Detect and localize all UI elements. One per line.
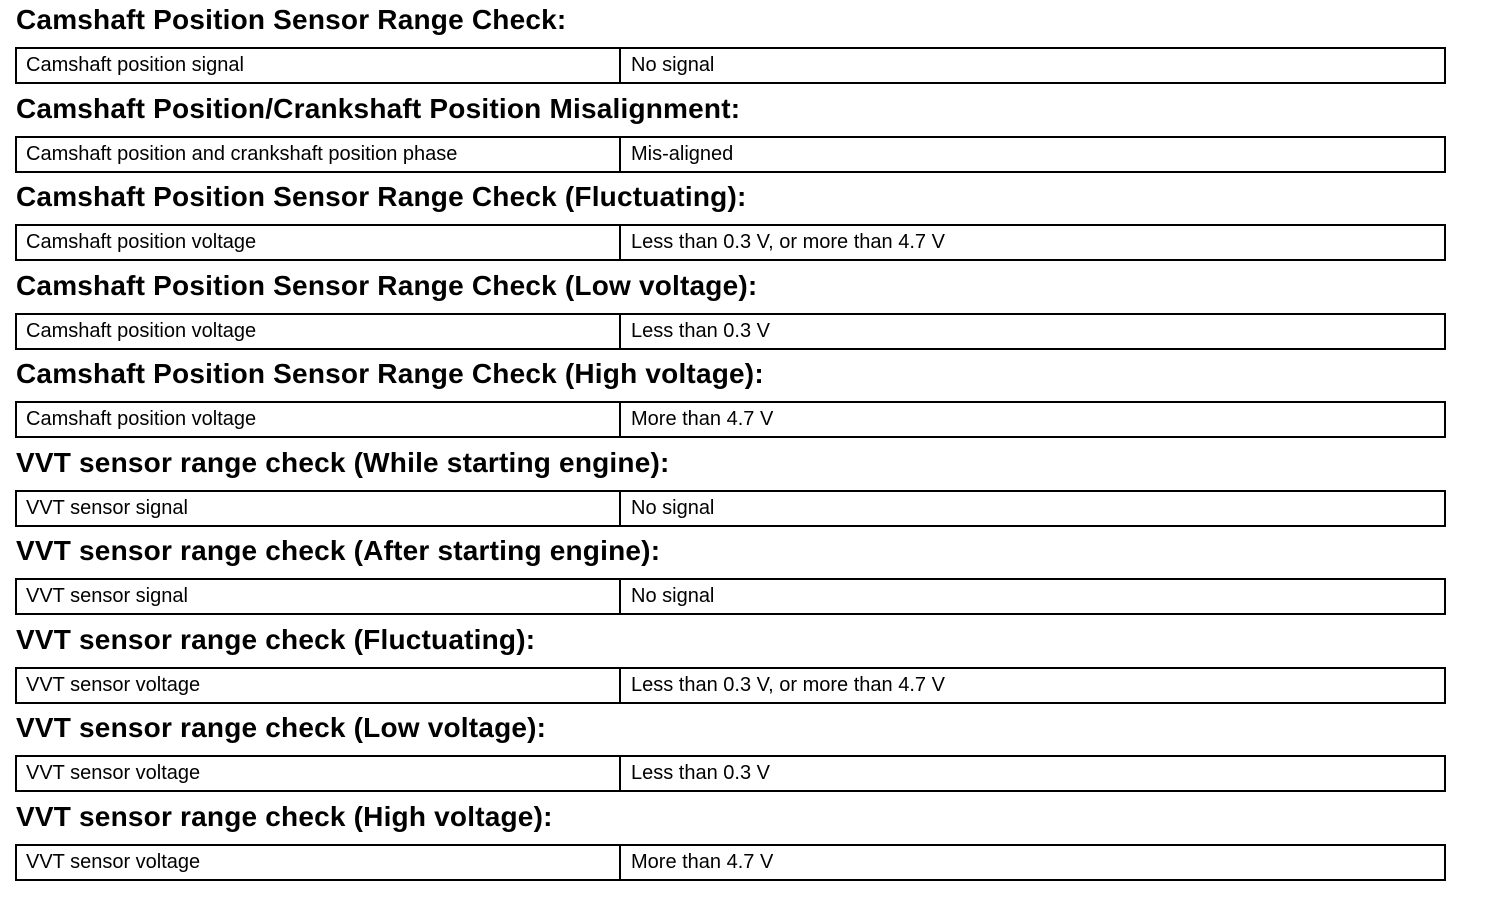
row-label: Camshaft position signal (17, 49, 621, 82)
table-row (15, 578, 1446, 615)
table-row (15, 47, 1446, 84)
row-value: Less than 0.3 V (631, 762, 770, 784)
section-heading: Camshaft Position/Crankshaft Position Misalignment: (16, 92, 741, 124)
section-camshaft-low-voltage (0, 266, 1504, 355)
row-value: Mis-aligned (631, 142, 734, 165)
section-cam-crank-misalignment (0, 89, 1504, 178)
section-heading: VVT sensor range check (Low voltage): (16, 712, 547, 743)
table-row (15, 136, 1446, 173)
table-row (15, 401, 1446, 438)
section-heading: VVT sensor range check (While starting engine): (16, 446, 670, 478)
row-value: Less than 0.3 V, or more than 4.7 V (631, 673, 945, 696)
section-heading: VVT sensor range check (Fluctuating): (16, 623, 536, 655)
table-row (15, 490, 1446, 527)
row-label: Camshaft position and crankshaft position phase (17, 138, 621, 171)
section-vvt-while-starting (0, 443, 1504, 532)
row-label: Camshaft position voltage (17, 226, 621, 259)
section-heading: VVT sensor range check (High voltage): (16, 800, 553, 832)
section-heading: Camshaft Position Sensor Range Check: (16, 4, 567, 35)
section-heading: Camshaft Position Sensor Range Check (High voltage): (16, 358, 764, 389)
row-label: VVT sensor voltage (17, 846, 621, 879)
row-label: VVT sensor signal (17, 580, 621, 613)
section-vvt-fluctuating (0, 620, 1504, 709)
row-label: Camshaft position voltage (17, 315, 621, 348)
row-label: Camshaft position voltage (17, 403, 621, 436)
section-heading: Camshaft Position Sensor Range Check (Fluctuating): (16, 181, 747, 212)
table-row (15, 224, 1446, 261)
row-value: No signal (631, 54, 715, 76)
row-value: No signal (631, 585, 715, 607)
table-row (15, 755, 1446, 792)
section-vvt-high-voltage (0, 797, 1504, 886)
row-value: More than 4.7 V (631, 408, 774, 430)
row-label: VVT sensor voltage (17, 757, 621, 790)
table-row (15, 667, 1446, 704)
section-camshaft-high-voltage (0, 354, 1504, 443)
row-label: VVT sensor voltage (17, 669, 621, 702)
section-heading: Camshaft Position Sensor Range Check (Low voltage): (16, 269, 758, 301)
row-value: Less than 0.3 V, or more than 4.7 V (631, 231, 945, 253)
table-row (15, 844, 1446, 881)
section-camshaft-range-check (0, 0, 1504, 89)
section-heading: VVT sensor range check (After starting engine): (16, 535, 661, 566)
row-value: More than 4.7 V (631, 850, 774, 873)
section-camshaft-fluctuating (0, 177, 1504, 266)
table-row (15, 313, 1446, 350)
section-vvt-after-starting (0, 531, 1504, 620)
row-value: Less than 0.3 V (631, 319, 770, 342)
row-label: VVT sensor signal (17, 492, 621, 525)
row-value: No signal (631, 496, 715, 519)
section-vvt-low-voltage (0, 708, 1504, 797)
